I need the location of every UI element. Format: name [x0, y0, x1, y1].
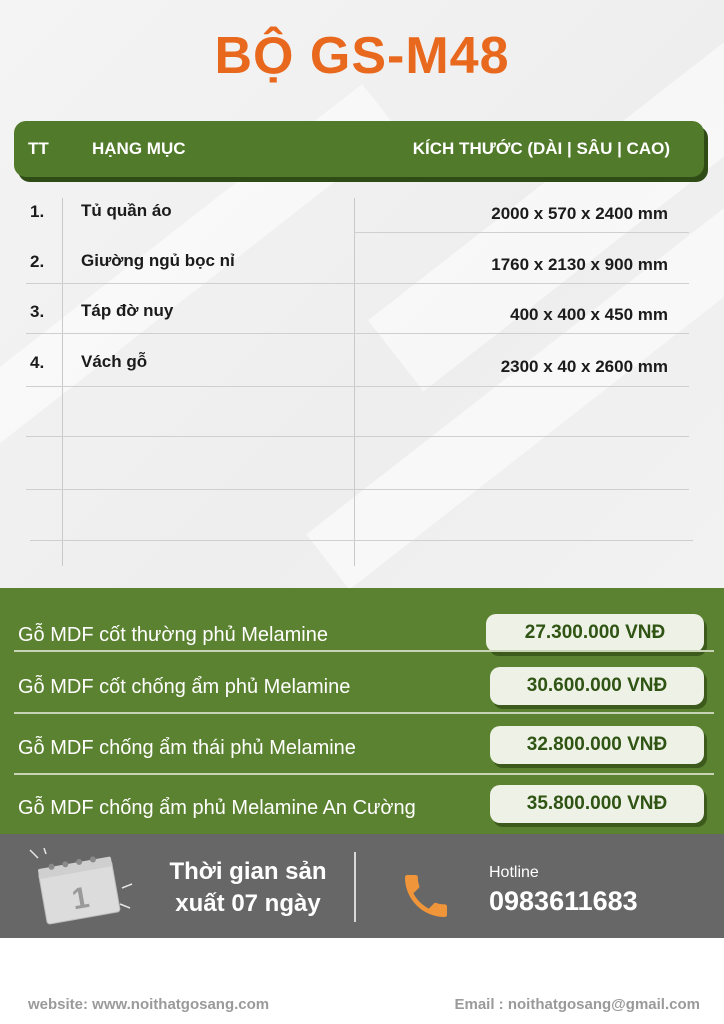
price-divider [14, 773, 714, 775]
calendar-day: 1 [69, 881, 92, 917]
calendar-icon [26, 848, 136, 928]
price-list [0, 588, 724, 834]
price-divider [14, 712, 714, 714]
price-row [0, 776, 724, 836]
row-item-name: Vách gỗ [81, 352, 148, 371]
row-divider [26, 489, 689, 490]
row-number: 2. [30, 252, 45, 271]
row-item-size: 2300 x 40 x 2600 mm [500, 357, 668, 376]
hotline-label: Hotline [489, 864, 539, 881]
info-divider [354, 852, 356, 922]
row-item-name: Táp đờ nuy [81, 301, 174, 320]
row-divider [26, 386, 689, 387]
production-time-line2: xuất 07 ngày [175, 890, 321, 917]
row-divider [30, 540, 693, 541]
column-header-item: HẠNG MỤC [92, 139, 186, 158]
row-item-size: 400 x 400 x 450 mm [510, 305, 668, 324]
email-text: Email : noithatgosang@gmail.com [454, 996, 700, 1013]
page-title: BỘ GS-M48 [214, 27, 510, 85]
table-header [14, 121, 704, 177]
material-label: Gỗ MDF chống ẩm phủ Melamine An Cường [18, 797, 416, 819]
column-header-size: KÍCH THƯỚC (DÀI | SÂU | CAO) [412, 139, 670, 158]
production-time-line1: Thời gian sản [169, 858, 327, 885]
column-header-tt: TT [28, 139, 49, 158]
material-label: Gỗ MDF cốt thường phủ Melamine [18, 624, 328, 646]
column-divider [62, 198, 63, 566]
price-badge: 35.800.000 VNĐ [490, 785, 704, 823]
price-row [0, 658, 724, 718]
row-number: 3. [30, 302, 45, 321]
material-label: Gỗ MDF cốt chống ẩm phủ Melamine [18, 676, 351, 698]
row-number: 1. [30, 202, 45, 221]
production-time [160, 856, 336, 920]
row-divider [26, 283, 689, 284]
row-item-size: 2000 x 570 x 2400 mm [491, 204, 668, 223]
phone-icon [398, 868, 454, 924]
row-item-name: Giường ngủ bọc nỉ [81, 251, 235, 270]
price-row [0, 716, 724, 776]
price-badge: 30.600.000 VNĐ [490, 667, 704, 705]
hotline-number: 0983611683 [489, 886, 638, 916]
column-divider [354, 198, 355, 566]
row-divider [26, 333, 689, 334]
row-divider [354, 232, 689, 233]
row-item-name: Tủ quần áo [81, 201, 172, 220]
row-divider [26, 436, 689, 437]
row-number: 4. [30, 353, 45, 372]
row-item-size: 1760 x 2130 x 900 mm [491, 255, 668, 274]
website-text: website: www.noithatgosang.com [28, 996, 270, 1013]
price-badge: 27.300.000 VNĐ [486, 614, 704, 652]
item-table [0, 190, 724, 570]
price-row [0, 598, 724, 658]
price-badge: 32.800.000 VNĐ [490, 726, 704, 764]
material-label: Gỗ MDF chống ẩm thái phủ Melamine [18, 737, 356, 759]
price-divider [14, 650, 714, 652]
